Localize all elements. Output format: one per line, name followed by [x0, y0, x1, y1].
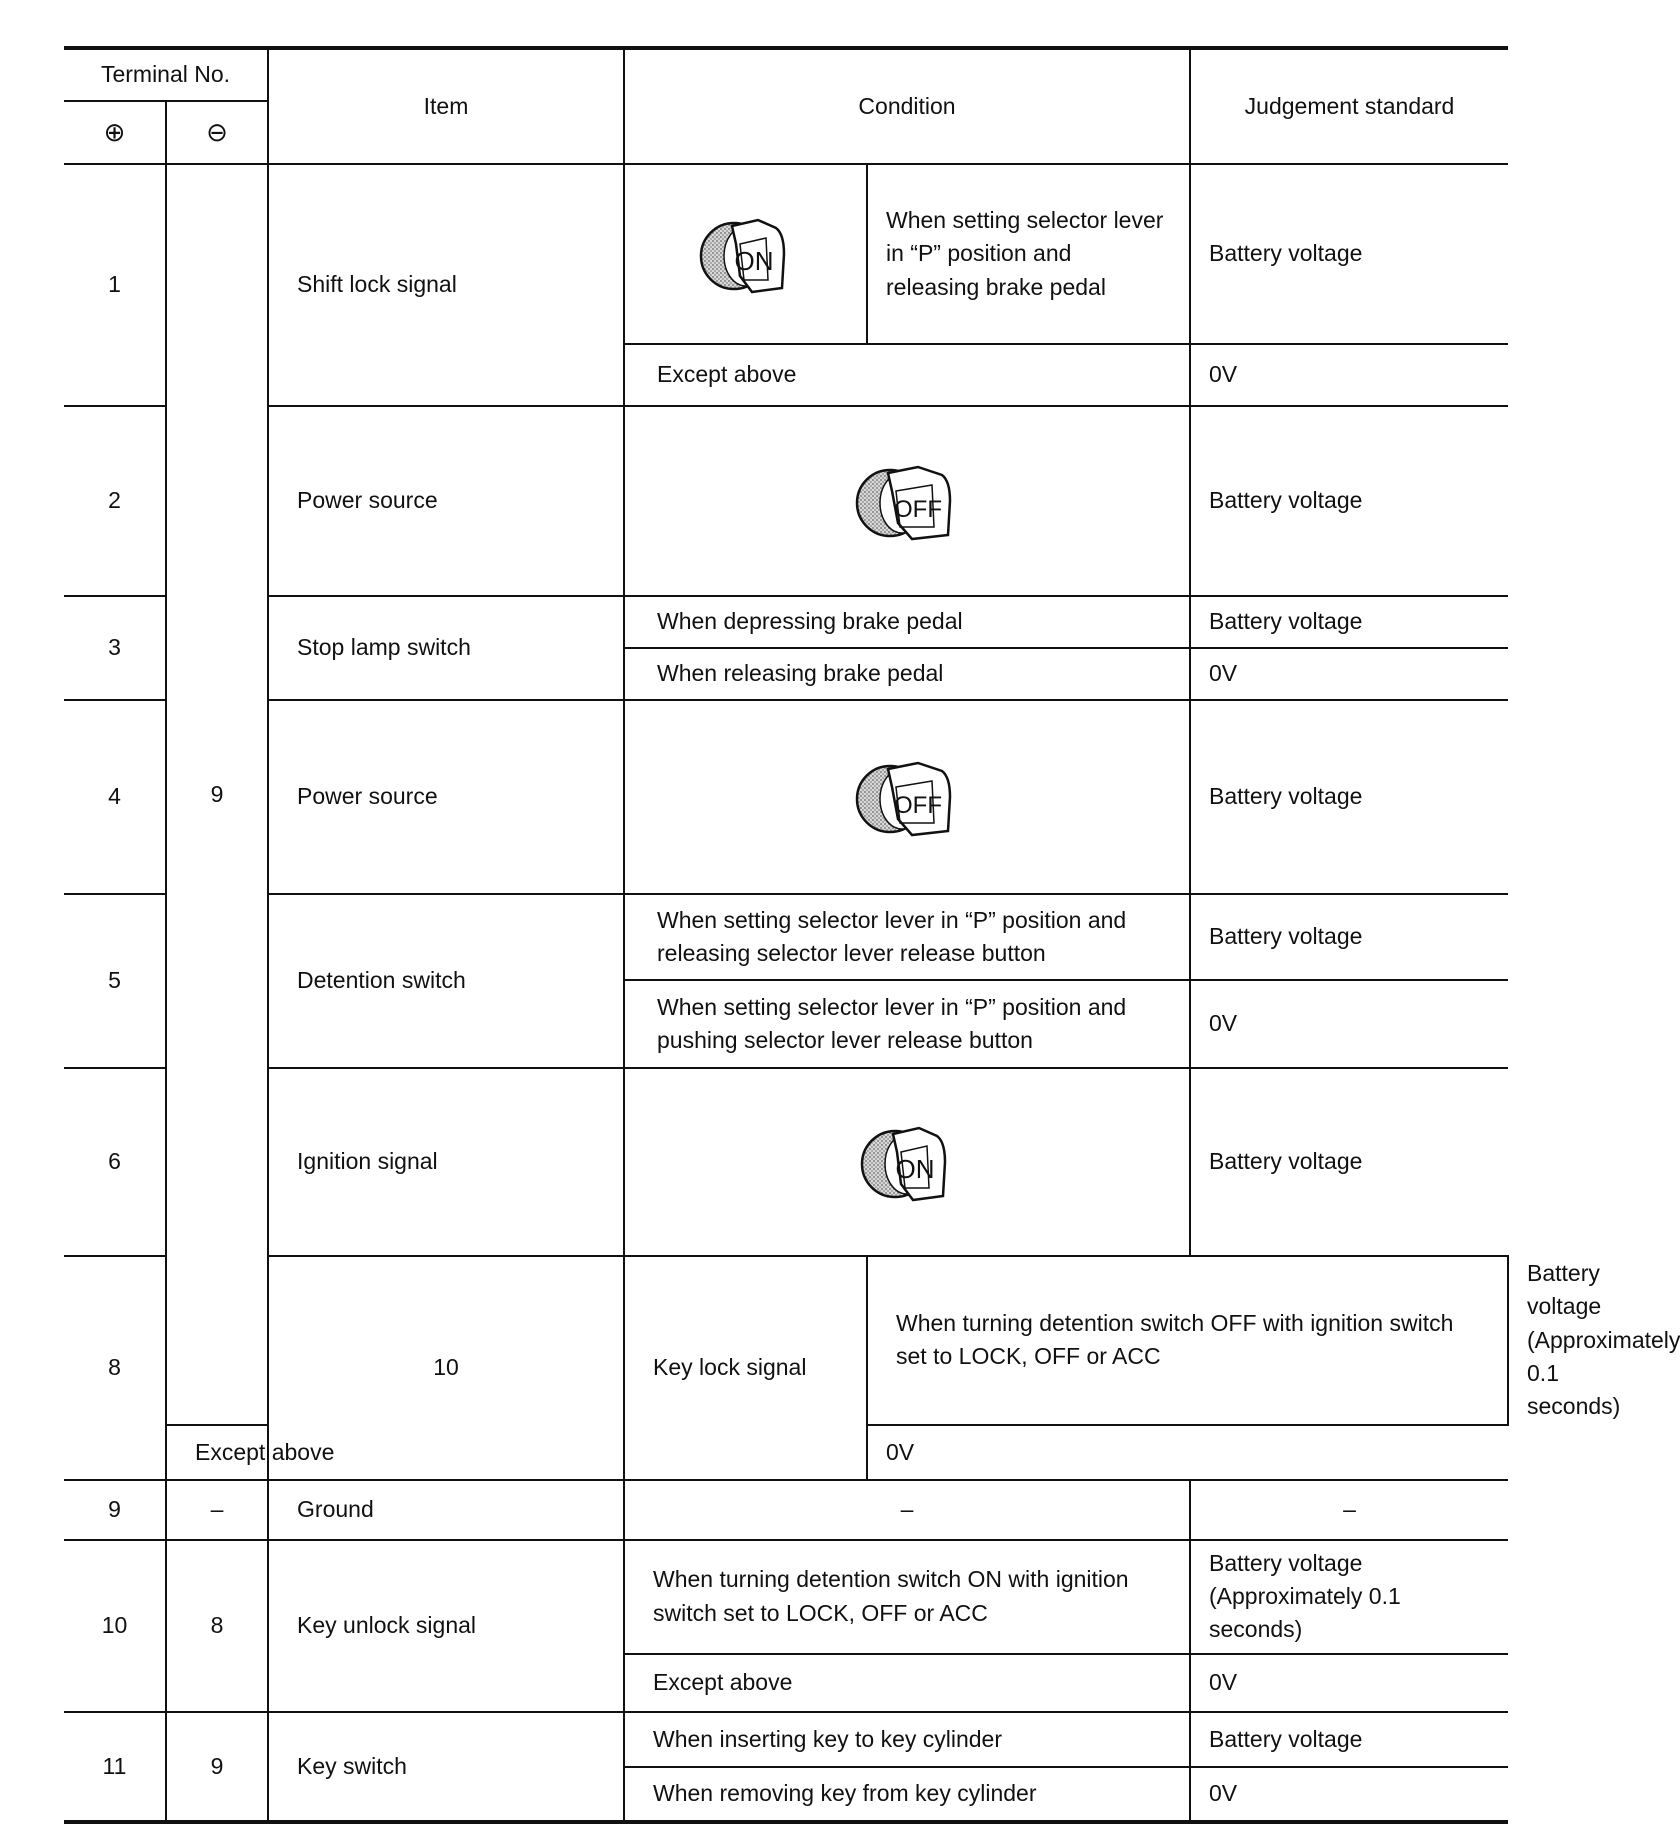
plus-terminal: 10 — [64, 1540, 166, 1712]
judgement-cell: 0V — [1190, 648, 1508, 700]
minus-terminal: 8 — [166, 1540, 268, 1712]
item-cell: Key switch — [268, 1712, 624, 1822]
item-cell: Ground — [268, 1480, 624, 1540]
table-row — [64, 1540, 1508, 1654]
judgement-cell: Battery voltage — [1190, 1712, 1508, 1767]
terminal-spec-table — [64, 46, 1680, 1824]
judgement-cell: 0V — [1190, 1654, 1508, 1712]
item-cell: Key lock signal — [624, 1256, 867, 1480]
item-cell: Key unlock signal — [268, 1540, 624, 1712]
condition-cell: When removing key from key cylinder — [624, 1767, 1190, 1822]
minus-terminal: 9 — [166, 1712, 268, 1822]
condition-cell: When releasing brake pedal — [624, 648, 1190, 700]
condition-cell: When depressing brake pedal — [624, 596, 1190, 648]
judgement-cell: Battery voltage — [1190, 1068, 1508, 1256]
item-cell: Ignition signal — [268, 1068, 624, 1256]
ignition-key-on-icon — [857, 1112, 957, 1212]
header-row — [64, 48, 1508, 101]
key-off-label: OFF — [894, 792, 943, 819]
key-on-cell — [624, 164, 867, 344]
judgement-cell: Battery voltage — [1190, 406, 1508, 596]
terminal-no-header: Terminal No. — [64, 48, 268, 101]
item-cell: Detention switch — [268, 894, 624, 1068]
minus-terminal-header: ⊖ — [166, 101, 268, 164]
key-off-cell — [624, 700, 1190, 894]
judgement-cell: – — [1190, 1480, 1508, 1540]
ignition-key-off-icon — [852, 747, 962, 847]
item-cell: Stop lamp switch — [268, 596, 624, 700]
minus-terminal: 10 — [268, 1256, 624, 1480]
condition-cell: When setting selector lever in “P” position and releasing selector lever release button — [624, 894, 1190, 980]
key-off-cell — [624, 406, 1190, 596]
judgement-cell: 0V — [1190, 980, 1508, 1068]
item-cell: Power source — [268, 406, 624, 596]
ignition-key-off-icon — [852, 451, 962, 551]
item-cell: Power source — [268, 700, 624, 894]
table-row — [64, 1480, 1508, 1540]
table-row — [64, 164, 1508, 344]
condition-header: Condition — [624, 48, 1190, 164]
plus-terminal: 9 — [64, 1480, 166, 1540]
key-on-label: ON — [734, 246, 774, 276]
plus-terminal: 8 — [64, 1256, 166, 1480]
judgement-cell: 0V — [1190, 344, 1508, 406]
minus-terminal: 9 — [166, 164, 268, 1425]
plus-terminal: 11 — [64, 1712, 166, 1822]
item-cell: Shift lock signal — [268, 164, 624, 406]
judgement-cell: Battery voltage — [1190, 894, 1508, 980]
condition-cell: When setting selector lever in “P” position and releasing brake pedal — [867, 164, 1190, 344]
table-row — [64, 1068, 1508, 1256]
table-row — [64, 406, 1508, 596]
condition-cell: When inserting key to key cylinder — [624, 1712, 1190, 1767]
condition-cell: When turning detention switch ON with ignition switch set to LOCK, OFF or ACC — [624, 1540, 1190, 1654]
plus-terminal: 4 — [64, 700, 166, 894]
condition-cell: When turning detention switch OFF with ignition switch set to LOCK, OFF or ACC — [867, 1256, 1508, 1425]
plus-terminal-header: ⊕ — [64, 101, 166, 164]
plus-terminal: 3 — [64, 596, 166, 700]
table-row — [64, 894, 1508, 980]
judgement-cell: Battery voltage — [1190, 164, 1508, 344]
key-on-cell — [624, 1068, 1190, 1256]
plus-terminal: 1 — [64, 164, 166, 406]
judgement-cell: Battery voltage — [1190, 700, 1508, 894]
condition-cell: When setting selector lever in “P” position and pushing selector lever release button — [624, 980, 1190, 1068]
ignition-key-on-icon — [696, 204, 796, 304]
table-row — [64, 596, 1508, 648]
minus-terminal: – — [166, 1480, 268, 1540]
item-header: Item — [268, 48, 624, 164]
plus-terminal: 5 — [64, 894, 166, 1068]
table-row: 8 10 Key lock signal When turning detention switch OFF with ignition switch set to LOCK, OFF or ACC Battery voltage (Approximately 0.1 seconds) — [64, 1256, 1508, 1425]
judgement-cell: 0V — [1190, 1767, 1508, 1822]
condition-cell: Except above — [624, 344, 1190, 406]
key-off-label: OFF — [894, 496, 943, 523]
judgement-header: Judgement standard — [1190, 48, 1508, 164]
plus-terminal: 2 — [64, 406, 166, 596]
plus-terminal: 6 — [64, 1068, 166, 1256]
judgement-cell: Battery voltage (Approximately 0.1 seconds) — [1190, 1540, 1508, 1654]
table-row — [64, 700, 1508, 894]
judgement-cell: Battery voltage — [1190, 596, 1508, 648]
judgement-cell: 0V — [867, 1425, 1190, 1480]
condition-cell: – — [624, 1480, 1190, 1540]
table-row — [64, 1712, 1508, 1767]
condition-cell: Except above — [166, 1425, 624, 1480]
key-on-label: ON — [895, 1154, 935, 1184]
condition-cell: Except above — [624, 1654, 1190, 1712]
